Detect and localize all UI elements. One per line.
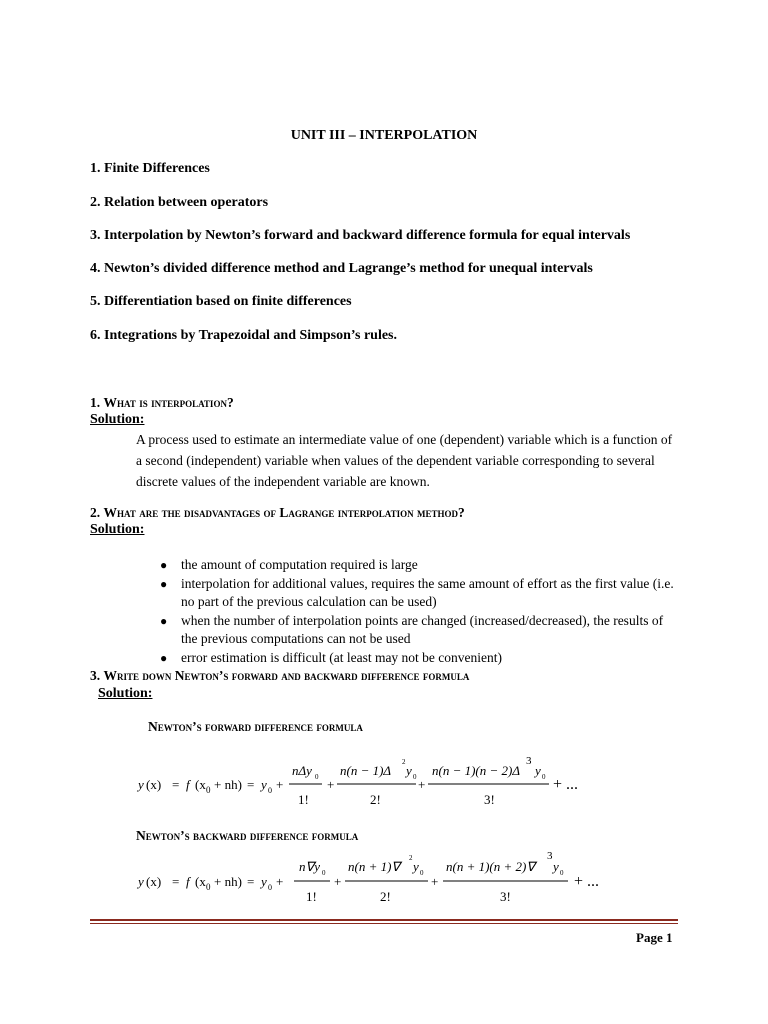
page-title: UNIT III – INTERPOLATION <box>290 128 478 143</box>
term-1-denominator: 1! <box>306 889 317 904</box>
forward-heading: Newton’s forward difference formula <box>148 719 363 734</box>
footer-rule-thin <box>90 923 678 924</box>
plus-sign: + <box>276 777 284 792</box>
plus-sign: + <box>327 777 335 792</box>
bullet-icon: ● <box>160 650 168 665</box>
term-1-denominator: 1! <box>298 792 309 807</box>
term-2-sub: 0 <box>420 869 424 877</box>
list-item-text: error estimation is difficult (at least may not be convenient) <box>181 649 503 665</box>
forward-formula <box>0 755 768 811</box>
toc-item-4: 4. Newton’s divided difference method and Lagrange’s method for unequal intervals <box>90 261 593 276</box>
backward-lhs <box>136 874 283 892</box>
plus-sign: + <box>276 874 284 889</box>
answer-1: A process used to estimate an intermediate value of one (dependent) variable which is a function of a second (independent) variable when values of the dependent variable corresponding to several discrete values of the independent variable are known. <box>136 432 673 489</box>
term-3-sub: 0 <box>542 773 546 781</box>
term-3-numerator: n(n + 1)(n + 2)∇ <box>446 859 536 874</box>
term-2-sup: 2 <box>409 854 413 862</box>
page-number: Page 1 <box>636 930 673 945</box>
y0-text: y <box>261 874 267 889</box>
term-3-y: y <box>553 859 559 874</box>
term-3-denominator: 3! <box>484 792 495 807</box>
f-symbol: f <box>186 874 190 889</box>
equals-sign: = <box>172 874 180 889</box>
forward-lhs <box>136 777 283 795</box>
backward-formula <box>0 850 768 906</box>
footer-rule <box>90 919 678 921</box>
list-item <box>160 556 680 575</box>
term-1-sub: 0 <box>322 869 326 877</box>
list-item-text: interpolation for additional values, requires the same amount of effort as the first value (i.e. no part of the previous calculation can be used) <box>181 575 674 609</box>
bullet-icon: ● <box>160 613 168 628</box>
nh-text: + nh) <box>214 777 242 792</box>
f-symbol: f <box>186 777 190 792</box>
term-3-y: y <box>535 763 541 778</box>
question-1-text: What is interpolation? <box>103 395 234 410</box>
list-item-text: when the number of interpolation points are changed (increased/decreased), the results of the previous computations can not be used <box>181 612 664 646</box>
list-item-text: the amount of computation required is large <box>181 557 418 572</box>
bullet-icon: ● <box>160 576 168 591</box>
plus-sign: + <box>334 874 342 889</box>
bullet-icon: ● <box>160 558 168 572</box>
question-3-number: 3. <box>90 668 101 683</box>
x0-text: (x <box>195 777 206 792</box>
x0-sub: 0 <box>206 785 211 795</box>
plus-sign: + <box>431 874 439 889</box>
forward-term-1 <box>289 763 334 807</box>
term-2-numerator: n(n − 1)Δ <box>340 763 392 778</box>
term-3-denominator: 3! <box>500 889 511 904</box>
equals-sign: = <box>172 777 180 792</box>
term-2-denominator: 2! <box>370 792 381 807</box>
term-3-numerator: n(n − 1)(n − 2)Δ <box>432 763 520 778</box>
term-2-sup: 2 <box>402 758 406 766</box>
solution-label-1: Solution: <box>90 412 145 427</box>
term-2-y: y <box>413 859 419 874</box>
term-2-y: y <box>406 763 412 778</box>
x0-sub: 0 <box>206 882 211 892</box>
equals-sign: = <box>247 874 255 889</box>
toc-item-2: 2. Relation between operators <box>90 195 269 210</box>
toc-item-6: 6. Integrations by Trapezoidal and Simpson’s rules. <box>90 328 398 343</box>
term-1-numerator: n∇y <box>299 859 320 874</box>
lhs-y: y <box>138 874 144 889</box>
plus-sign: + <box>418 777 426 792</box>
toc-item-3: 3. Interpolation by Newton’s forward and backward difference formula for equal intervals <box>90 228 631 243</box>
term-2-numerator: n(n + 1)∇ <box>348 859 401 874</box>
question-3-text: Write down Newton’s forward and backward difference formula <box>103 668 470 683</box>
ellipsis-tail: + ... <box>574 873 600 890</box>
backward-heading: Newton’s backward difference formula <box>136 828 359 843</box>
question-2-text: What are the disadvantages of Lagrange interpolation method? <box>103 505 465 520</box>
y0-sub: 0 <box>268 786 272 795</box>
question-1-number: 1. <box>90 395 101 410</box>
question-2 <box>90 505 465 521</box>
y0-sub: 0 <box>268 883 272 892</box>
term-3-sup: 3 <box>547 850 553 862</box>
term-2-denominator: 2! <box>380 889 391 904</box>
list-item <box>160 612 680 649</box>
toc-item-5: 5. Differentiation based on finite differences <box>90 294 352 309</box>
forward-term-2 <box>337 758 425 807</box>
lhs-y: y <box>138 777 144 792</box>
question-1 <box>90 395 234 411</box>
nh-text: + nh) <box>214 874 242 889</box>
y0-text: y <box>261 777 267 792</box>
list-item <box>160 649 680 668</box>
ellipsis-tail: + ... <box>553 776 579 793</box>
term-2-sub: 0 <box>413 773 417 781</box>
x0-text: (x <box>195 874 206 889</box>
backward-term-2 <box>345 854 438 904</box>
question-2-number: 2. <box>90 505 101 520</box>
toc-item-1: 1. Finite Differences <box>90 161 210 176</box>
backward-term-3 <box>443 850 599 904</box>
term-1-sub: 0 <box>315 773 319 781</box>
term-3-sub: 0 <box>560 869 564 877</box>
lhs-x: (x) <box>146 777 162 792</box>
term-3-sup: 3 <box>526 755 532 767</box>
backward-term-1 <box>294 859 341 904</box>
lhs-x: (x) <box>146 874 162 889</box>
disadvantages-list <box>160 556 680 667</box>
forward-term-3 <box>428 755 578 807</box>
solution-label-2: Solution: <box>90 522 145 537</box>
question-3 <box>90 668 469 684</box>
list-item <box>160 575 680 612</box>
solution-label-3: Solution: <box>98 686 153 701</box>
equals-sign: = <box>247 777 255 792</box>
term-1-numerator: nΔy <box>292 763 312 778</box>
